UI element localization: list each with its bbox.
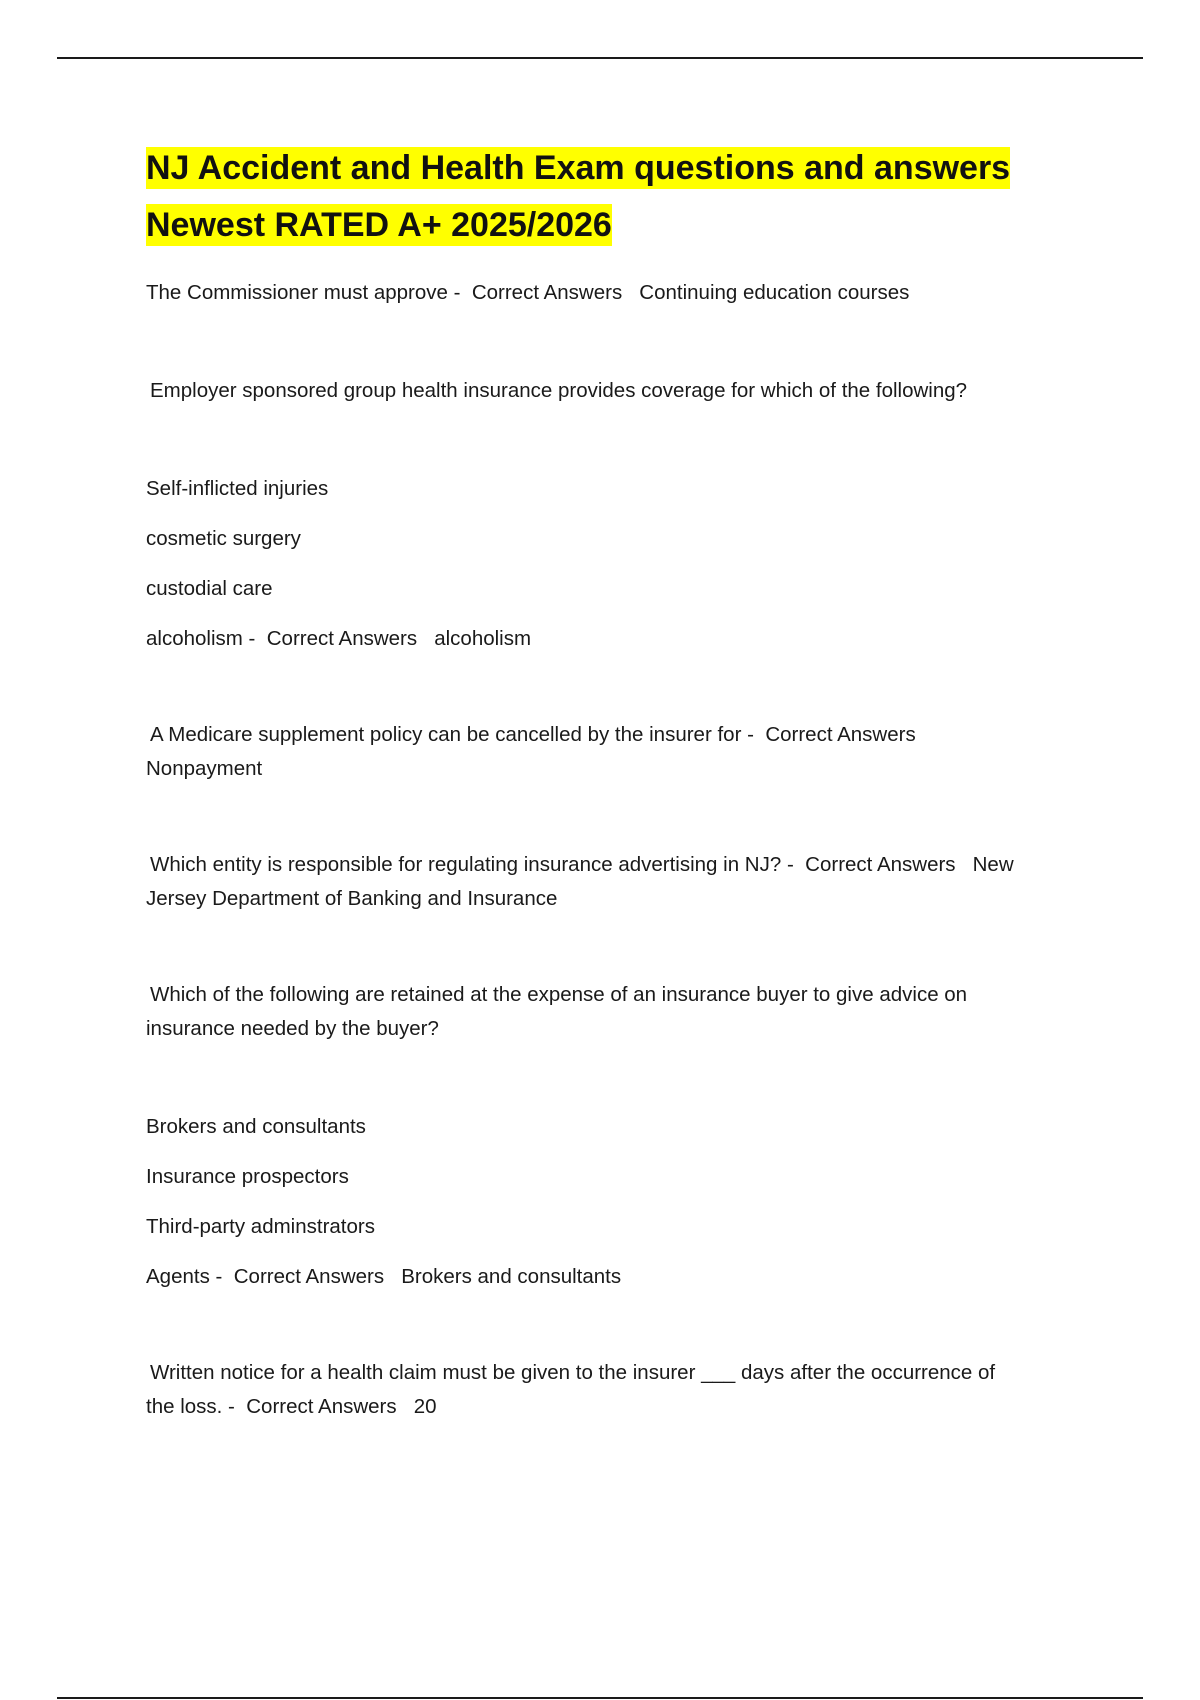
question-2-option-3: custodial care <box>146 577 273 600</box>
question-6-line-1: Written notice for a health claim must be given to the insurer ___ days after the occurrence of <box>150 1361 996 1384</box>
question-5-option-3: Third-party adminstrators <box>146 1215 375 1238</box>
question-3-line-2: Nonpayment <box>146 757 263 780</box>
question-2: Employer sponsored group health insurance provides coverage for which of the following? <box>150 379 968 402</box>
document-body <box>146 140 1086 1424</box>
question-2-option-1: Self-inflicted injuries <box>146 477 329 500</box>
title-line-1: NJ Accident and Health Exam questions and answers <box>146 149 1011 187</box>
header-rule <box>57 57 1143 59</box>
question-5-answer: Agents - Correct Answers Brokers and consultants <box>146 1265 622 1288</box>
question-5-line-1: Which of the following are retained at the expense of an insurance buyer to give advice on <box>150 983 968 1006</box>
question-1: The Commissioner must approve - Correct Answers Continuing education courses <box>146 281 910 304</box>
question-5-option-1: Brokers and consultants <box>146 1115 366 1138</box>
question-4-line-2: Jersey Department of Banking and Insurance <box>146 887 558 910</box>
question-5-option-2: Insurance prospectors <box>146 1165 349 1188</box>
title-line-2: Newest RATED A+ 2025/2026 <box>146 206 612 244</box>
question-2-option-2: cosmetic surgery <box>146 527 301 550</box>
question-5-line-2: insurance needed by the buyer? <box>146 1017 439 1040</box>
document-title <box>146 140 1086 254</box>
question-2-answer: alcoholism - Correct Answers alcoholism <box>146 627 532 650</box>
question-6-line-2: the loss. - Correct Answers 20 <box>146 1395 437 1418</box>
question-3-line-1: A Medicare supplement policy can be cancelled by the insurer for - Correct Answers <box>150 723 916 746</box>
question-4-line-1: Which entity is responsible for regulating insurance advertising in NJ? - Correct Answers New <box>150 853 1014 876</box>
footer-rule <box>57 1697 1143 1699</box>
